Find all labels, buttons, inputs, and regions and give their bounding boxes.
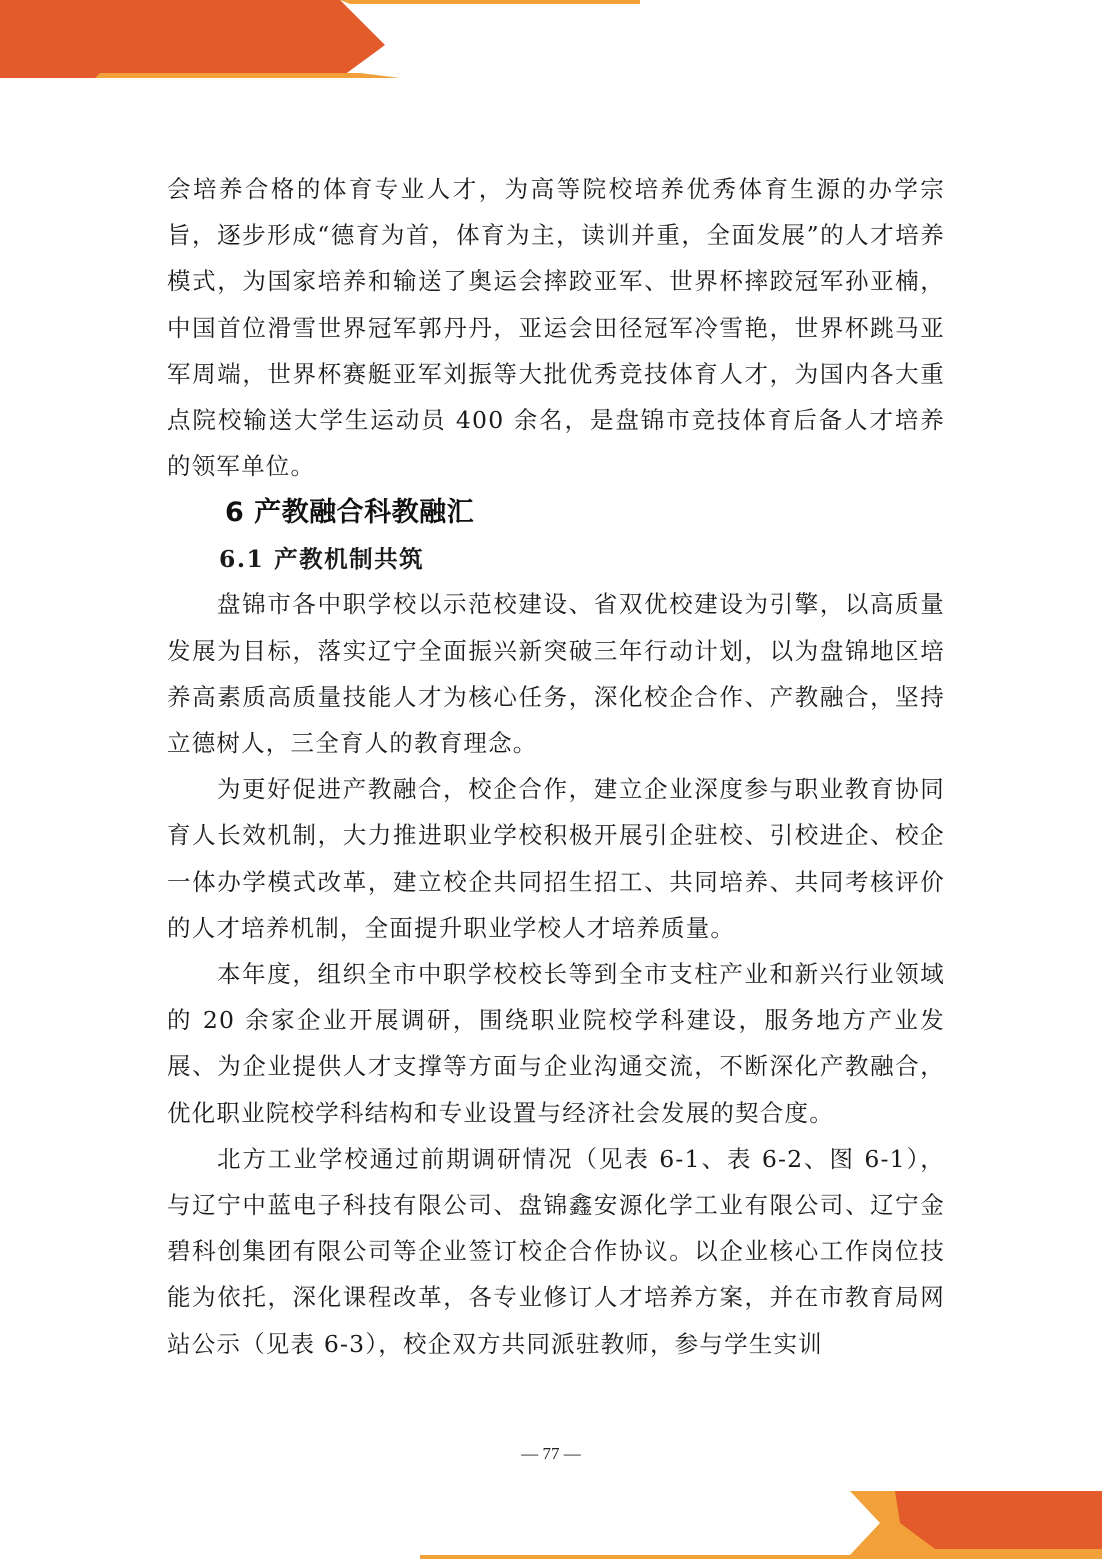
document-body xyxy=(167,166,945,1367)
section-heading: 6 产教融合科教融汇 xyxy=(225,497,475,529)
page-number: — 77 — xyxy=(521,1444,581,1463)
paragraph-continuation: 会培养合格的体育专业人才，为高等院校培养优秀体育生源的办学宗旨，逐步形成“德育为首，体育为主，读训并重，全面发展”的人才培养模式，为国家培养和输送了奥运会摔跤亚军、世界杯摔跤冠军孙亚楠，中国首位滑雪世界冠军郭丹丹，亚运会田径冠军冷雪艳，世界杯跳马亚军周端，世界杯赛艇亚军刘振等大批优秀竞技体育人才，为国内各大重点院校输送大学生运动员 400 余名，是盘锦市竞技体育后备人才培养的领军单位。 xyxy=(167,175,945,481)
footer-decoration xyxy=(0,1469,1102,1559)
header-decoration xyxy=(0,0,1102,90)
subsection-heading: 6.1 产教机制共筑 xyxy=(219,545,425,574)
body-paragraph: 本年度，组织全市中职学校校长等到全市支柱产业和新兴行业领域的 20 余家企业开展调研，围绕职业院校学科建设，服务地方产业发展、为企业提供人才支撑等方面与企业沟通交流，不断深化产教融合，优化职业院校学科结构和专业设置与经济社会发展的契合度。 xyxy=(167,960,945,1127)
body-paragraph: 盘锦市各中职学校以示范校建设、省双优校建设为引擎，以高质量发展为目标，落实辽宁全面振兴新突破三年行动计划，以为盘锦地区培养高素质高质量技能人才为核心任务，深化校企合作、产教融合，坚持立德树人，三全育人的教育理念。 xyxy=(167,590,945,758)
body-paragraph: 北方工业学校通过前期调研情况（见表 6-1、表 6-2、图 6-1），与辽宁中蓝电子科技有限公司、盘锦鑫安源化学工业有限公司、辽宁金碧科创集团有限公司等企业签订校企合作协议。以企业核心工作岗位技能为依托，深化课程改革，各专业修订人才培养方案，并在市教育局网站公示（见表 6-3），校企双方共同派驻教师，参与学生实训 xyxy=(167,1144,945,1358)
body-paragraph: 为更好促进产教融合，校企合作，建立企业深度参与职业教育协同育人长效机制，大力推进职业学校积极开展引企驻校、引校进企、校企一体办学模式改革，建立校企共同招生招工、共同培养、共同考核评价的人才培养机制，全面提升职业学校人才培养质量。 xyxy=(167,775,945,942)
